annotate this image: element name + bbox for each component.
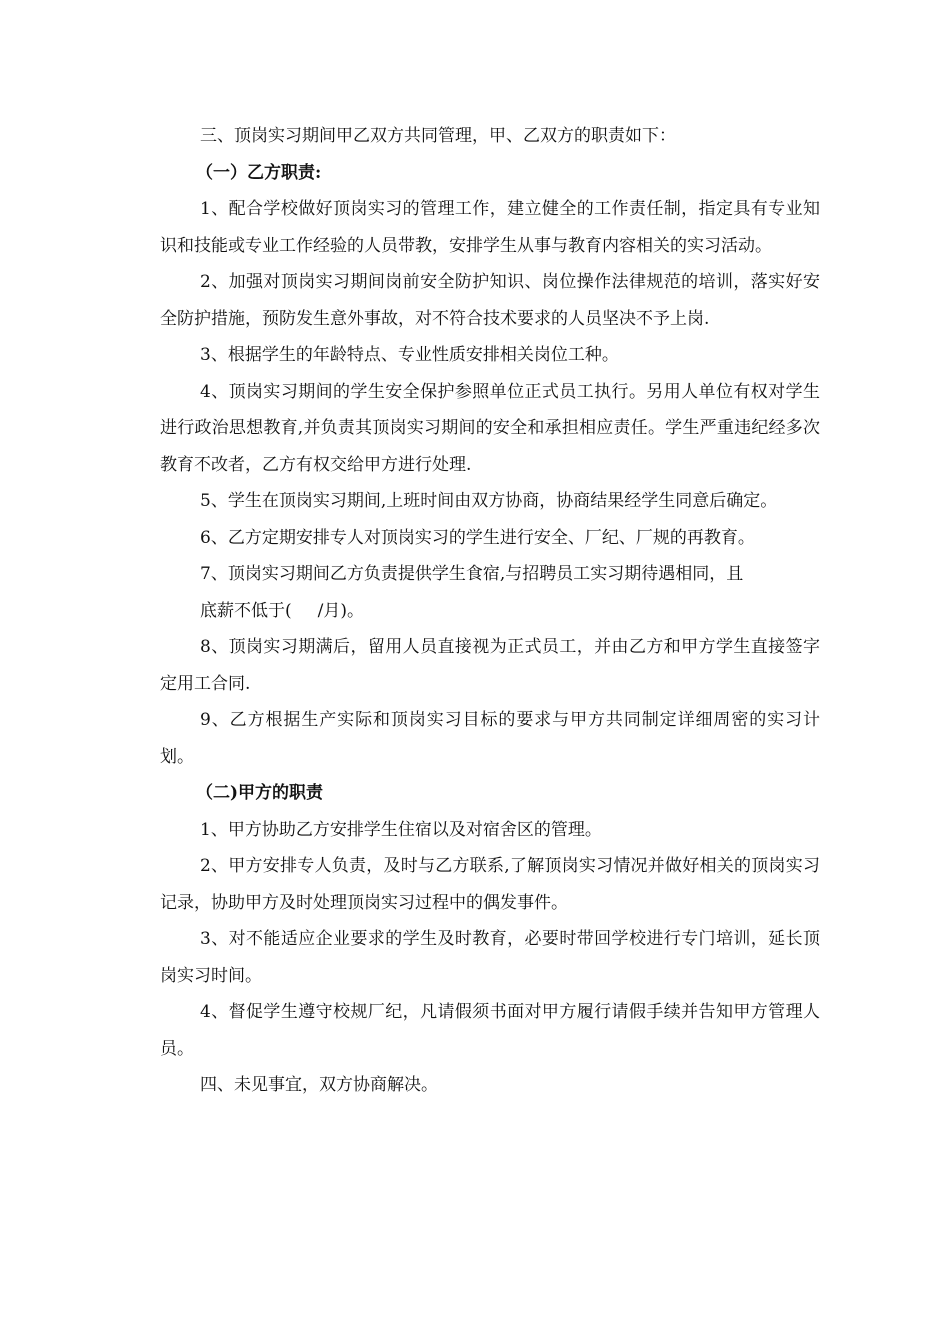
party-b-item-9: 9、乙方根据生产实际和顶岗实习目标的要求与甲方共同制定详细周密的实习计划。 [160,710,820,767]
section-three-intro: 三、顶岗实习期间甲乙双方共同管理，甲、乙双方的职责如下： [200,126,676,146]
party-b-item-5: 5、学生在顶岗实习期间,上班时间由双方协商，协商结果经学生同意后确定。 [200,491,778,511]
party-a-heading: （二)甲方的职责 [196,783,324,803]
party-b-item-8: 8、顶岗实习期满后，留用人员直接视为正式员工，并由乙方和甲方学生直接签字定用工合同. [160,637,820,694]
salary-line [160,593,820,630]
document-body [160,118,820,1104]
party-b-item-3: 3、根据学生的年龄特点、专业性质安排相关岗位工种。 [200,345,619,365]
party-b-item-7: 7、顶岗实习期间乙方负责提供学生食宿,与招聘员工实习期待遇相同，且 [200,564,744,584]
party-b-item-1: 1、配合学校做好顶岗实习的管理工作，建立健全的工作责任制，指定具有专业知识和技能或专业工作经验的人员带教，安排学生从事与教育内容相关的实习活动。 [160,199,820,256]
salary-line-prefix: 底薪不低于( [200,600,292,621]
party-b-item-6: 6、乙方定期安排专人对顶岗实习的学生进行安全、厂纪、厂规的再教育。 [200,527,755,548]
party-b-item-4: 4、顶岗实习期间的学生安全保护参照单位正式员工执行。另用人单位有权对学生进行政治思想教育,并负责其顶岗实习期间的安全和承担相应责任。学生严重违纪经多次教育不改者，乙方有权交给甲方进行处理. [160,381,820,475]
party-b-item-2: 2、加强对顶岗实习期间岗前安全防护知识、岗位操作法律规范的培训，落实好安全防护措施，预防发生意外事故，对不符合技术要求的人员坚决不予上岗. [160,272,820,329]
party-a-item-2: 2、甲方安排专人负责，及时与乙方联系,了解顶岗实习情况并做好相关的顶岗实习记录，协助甲方及时处理顶岗实习过程中的偶发事件。 [160,856,820,913]
party-b-heading: （一）乙方职责: [196,162,322,183]
party-a-item-1: 1、甲方协助乙方安排学生住宿以及对宿舍区的管理。 [200,819,602,840]
salary-line-suffix: /月)。 [317,600,365,621]
party-a-item-4: 4、督促学生遵守校规厂纪，凡请假须书面对甲方履行请假手续并告知甲方管理人员。 [160,1002,820,1059]
section-four: 四、未见事宜，双方协商解决。 [200,1075,438,1095]
party-a-item-3: 3、对不能适应企业要求的学生及时教育，必要时带回学校进行专门培训，延长顶岗实习时间。 [160,929,820,986]
